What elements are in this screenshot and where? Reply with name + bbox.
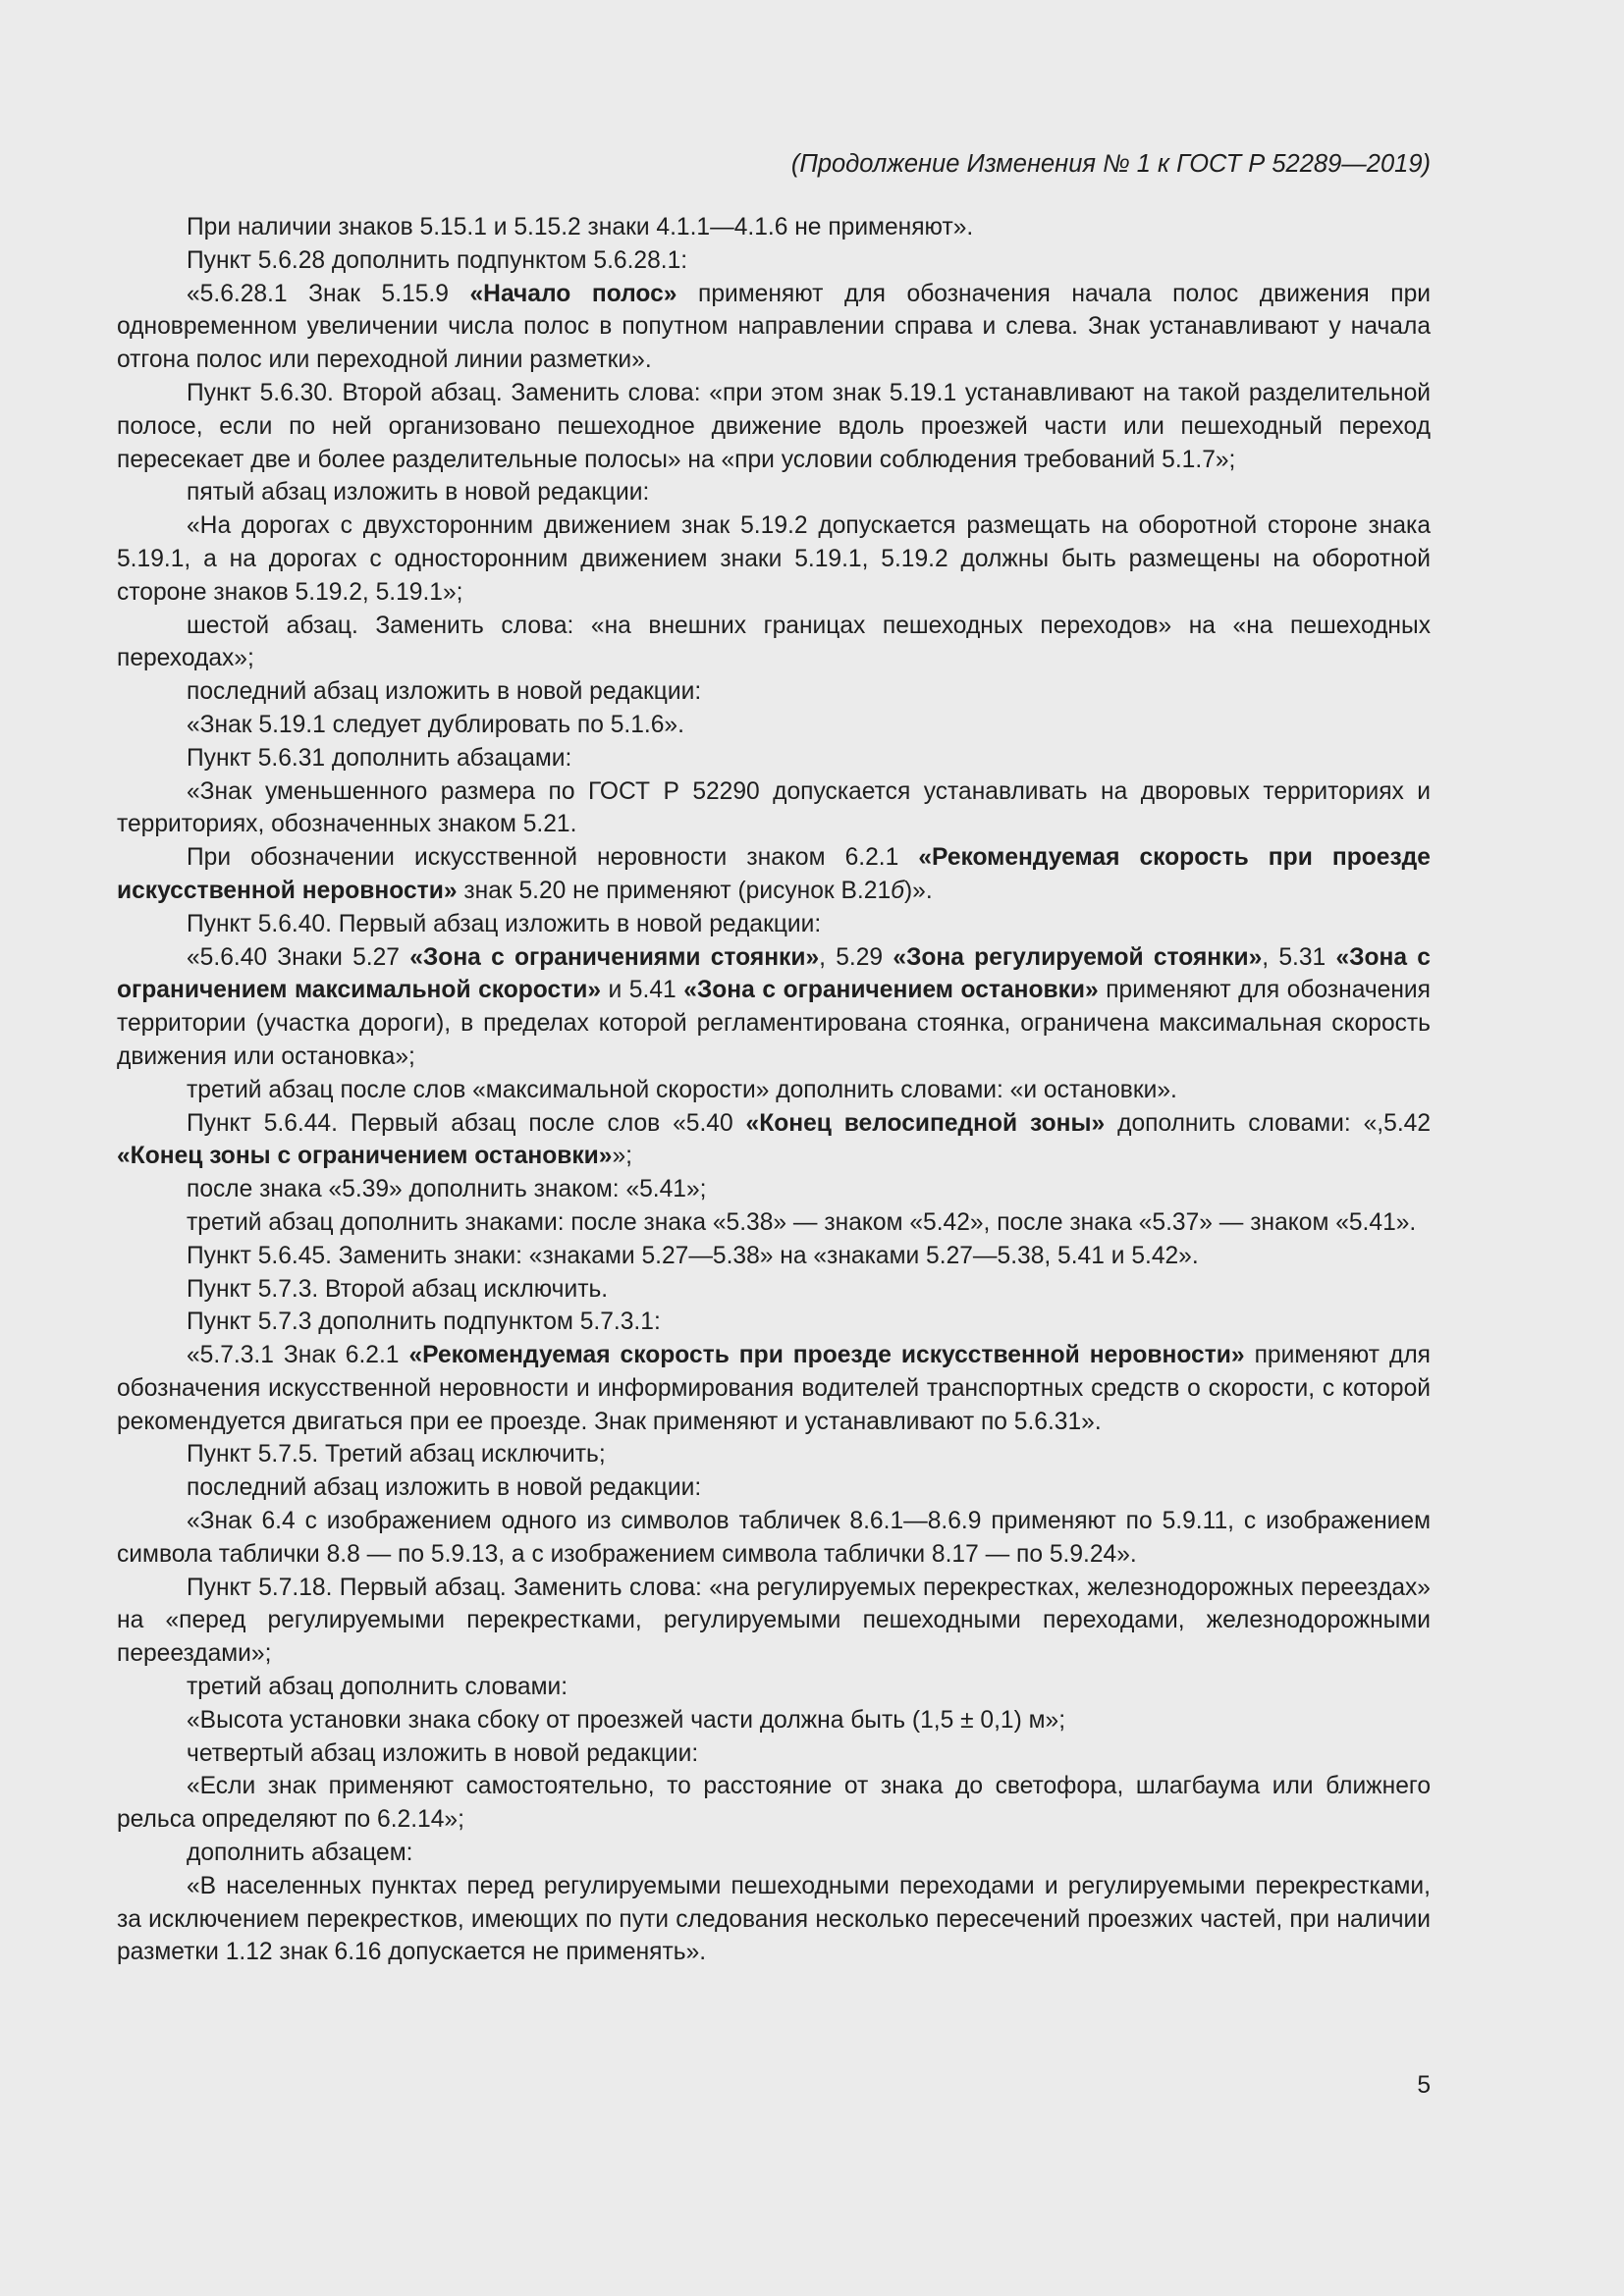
- paragraph: [117, 1471, 1431, 1505]
- paragraph-text: Пункт 5.6.31 дополнить абзацами:: [187, 744, 572, 772]
- sign-name-bold: «Зона регулируемой стоянки»: [893, 943, 1263, 971]
- paragraph-text: четвертый абзац изложить в новой редакции:: [187, 1739, 699, 1767]
- paragraph: [117, 941, 1431, 1074]
- paragraph: [117, 775, 1431, 842]
- paragraph: [117, 742, 1431, 775]
- paragraph: [117, 476, 1431, 509]
- paragraph-text: Пункт 5.7.5. Третий абзац исключить;: [187, 1441, 606, 1468]
- paragraph: [117, 1306, 1431, 1339]
- paragraph: [117, 377, 1431, 476]
- paragraph-text: Пункт 5.7.18. Первый абзац. Заменить слова: «на регулируемых перекрестках, железнодорожных переездах» на «перед регулируемыми перекрестками, регулируемыми пешеходными переходами, железнодорожными переездами»;: [117, 1574, 1431, 1668]
- sign-name-bold: «Рекомендуемая скорость при проезде искусственной неровности»: [408, 1342, 1245, 1369]
- paragraph: [117, 1107, 1431, 1174]
- paragraph-text: Пункт 5.7.3 дополнить подпунктом 5.7.3.1:: [187, 1308, 661, 1336]
- sign-name-bold: «Конец зоны с ограничением остановки»: [117, 1143, 613, 1170]
- paragraph-text: , 5.31: [1262, 943, 1336, 971]
- paragraph-text: применяют для обозначения искусственной неровности и информирования водителей транспортных средств о скорости, с которой рекомендуется двигаться при ее проезде. Знак применяют и устанавливают по 5.6.31».: [117, 1342, 1431, 1435]
- paragraph-text: Пункт 5.6.30. Второй абзац. Заменить слова: «при этом знак 5.19.1 устанавливают на такой разделительной полосе, если по ней организовано пешеходное движение вдоль проезжей части или пешеходный переход пересекает две и более разделительные полосы» на «при условии соблюдения требований 5.1.7»;: [117, 379, 1431, 473]
- paragraph-text: Пункт 5.7.3. Второй абзац исключить.: [187, 1275, 609, 1303]
- paragraph: [117, 1438, 1431, 1471]
- paragraph: [117, 1870, 1431, 1969]
- paragraph-text: При наличии знаков 5.15.1 и 5.15.2 знаки 4.1.1—4.1.6 не применяют».: [187, 214, 974, 240]
- paragraph: [117, 709, 1431, 742]
- paragraph: [117, 278, 1431, 377]
- paragraph-text: , 5.29: [819, 943, 893, 971]
- sign-name-bold: «Зона с ограничением максимальной скорости»: [117, 943, 1431, 1004]
- paragraph-text: дополнить абзацем:: [187, 1840, 413, 1867]
- sign-name-bold: «Начало полос»: [469, 280, 677, 307]
- paragraph-text: третий абзац дополнить словами:: [187, 1674, 568, 1701]
- paragraph: [117, 1173, 1431, 1206]
- paragraph-text: Пункт 5.6.40. Первый абзац изложить в новой редакции:: [187, 910, 822, 937]
- paragraph-text: третий абзац после слов «максимальной скорости» дополнить словами: «и остановки».: [187, 1076, 1177, 1103]
- paragraph-text: )».: [903, 877, 933, 904]
- paragraph: [117, 841, 1431, 908]
- paragraph: [117, 1339, 1431, 1438]
- paragraph: [117, 908, 1431, 941]
- paragraph: [117, 1770, 1431, 1837]
- paragraph-text: знак 5.20 не применяют (рисунок В.21: [457, 877, 892, 904]
- paragraph: [117, 211, 1431, 244]
- paragraph: [117, 1505, 1431, 1572]
- paragraph: [117, 1704, 1431, 1737]
- paragraph: [117, 1074, 1431, 1107]
- paragraph-text: «В населенных пунктах перед регулируемыми пешеходными переходами и регулируемыми перекрестками, за исключением перекрестков, имеющих по пути следования несколько пересечений проезжих частей, при наличии разметки 1.12 знак 6.16 допускается не применять».: [117, 1872, 1431, 1966]
- paragraph: [117, 244, 1431, 278]
- paragraph-text: «На дорогах с двухсторонним движением знак 5.19.2 допускается размещать на оборотной стороне знака 5.19.1, а на дорогах с односторонним движением знаки 5.19.1, 5.19.2 должны быть размещены на оборотной стороне знаков 5.19.2, 5.19.1»;: [117, 512, 1431, 606]
- paragraph-text: последний абзац изложить в новой редакции:: [187, 678, 702, 706]
- running-header: (Продолжение Изменения № 1 к ГОСТ Р 52289—2019): [790, 150, 1431, 178]
- sign-name-bold: «Зона с ограничениями стоянки»: [409, 943, 820, 971]
- paragraph: [117, 1273, 1431, 1307]
- paragraph-text: «5.6.40 Знаки 5.27: [187, 943, 410, 971]
- paragraph: [117, 1572, 1431, 1671]
- paragraph-text: применяют для обозначения территории (участка дороги), в пределах которой регламентирована стоянка, ограничена максимальная скорость движения или остановка»;: [117, 977, 1431, 1070]
- paragraph-text: применяют для обозначения начала полос движения при одновременном увеличении числа полос в попутном направлении справа и слева. Знак устанавливают у начала отгона полос или переходной линии разметки».: [117, 280, 1432, 374]
- paragraph: [117, 509, 1431, 609]
- paragraph-text: «Если знак применяют самостоятельно, то расстояние от знака до светофора, шлагбаума или ближнего рельса определяют по 6.2.14»;: [117, 1773, 1431, 1834]
- sign-name-bold: «Конец велосипедной зоны»: [745, 1109, 1106, 1137]
- paragraph: [117, 1737, 1431, 1771]
- paragraph: [117, 1240, 1431, 1273]
- paragraph-text: »;: [612, 1143, 632, 1170]
- paragraph-text: и 5.41: [601, 977, 684, 1004]
- page-number: 5: [1417, 2072, 1431, 2099]
- paragraph-text: третий абзац дополнить знаками: после знака «5.38» — знаком «5.42», после знака «5.37» — знаком «5.41».: [187, 1208, 1417, 1236]
- paragraph-text: При обозначении искусственной неровности знаком 6.2.1: [187, 844, 919, 872]
- paragraph: [117, 675, 1431, 709]
- paragraph-text: Пункт 5.6.45. Заменить знаки: «знаками 5.27—5.38» на «знаками 5.27—5.38, 5.41 и 5.42».: [187, 1242, 1199, 1269]
- paragraph-text: шестой абзац. Заменить слова: «на внешних границах пешеходных переходов» на «на пешеходных переходах»;: [117, 612, 1431, 672]
- paragraph-text: «Знак уменьшенного размера по ГОСТ Р 52290 допускается устанавливать на дворовых территориях и территориях, обозначенных знаком 5.21.: [117, 777, 1431, 838]
- sign-name-bold: «Зона с ограничением остановки»: [683, 977, 1099, 1004]
- paragraph-text: дополнить словами: «,5.42: [1105, 1109, 1432, 1137]
- paragraph-text: «Знак 6.4 с изображением одного из символов табличек 8.6.1—8.6.9 применяют по 5.9.11, с изображением символа таблички 8.8 — по 5.9.13, а с изображением символа таблички 8.17 — по 5.9.24».: [117, 1508, 1431, 1568]
- paragraph-text: пятый абзац изложить в новой редакции:: [187, 479, 650, 507]
- paragraph-text: «Знак 5.19.1 следует дублировать по 5.1.6».: [187, 711, 684, 738]
- paragraph-text: «5.7.3.1 Знак 6.2.1: [187, 1342, 409, 1369]
- paragraph-text: последний абзац изложить в новой редакции:: [187, 1474, 702, 1502]
- paragraph-text: «5.6.28.1 Знак 5.15.9: [187, 280, 470, 307]
- sign-name-bold: «Рекомендуемая скорость при проезде искусственной неровности»: [117, 844, 1431, 904]
- paragraph: [117, 1837, 1431, 1870]
- paragraph: [117, 1206, 1431, 1240]
- paragraph-text: Пункт 5.6.28 дополнить подпунктом 5.6.28.1:: [187, 246, 688, 274]
- paragraph-text: Пункт 5.6.44. Первый абзац после слов «5.40: [187, 1109, 746, 1137]
- paragraph: [117, 1671, 1431, 1704]
- document-body: [117, 211, 1431, 1969]
- figure-letter-italic: б: [891, 877, 904, 904]
- paragraph-text: после знака «5.39» дополнить знаком: «5.41»;: [187, 1176, 707, 1203]
- paragraph-text: «Высота установки знака сбоку от проезжей части должна быть (1,5 ± 0,1) м»;: [187, 1706, 1066, 1734]
- paragraph: [117, 610, 1431, 676]
